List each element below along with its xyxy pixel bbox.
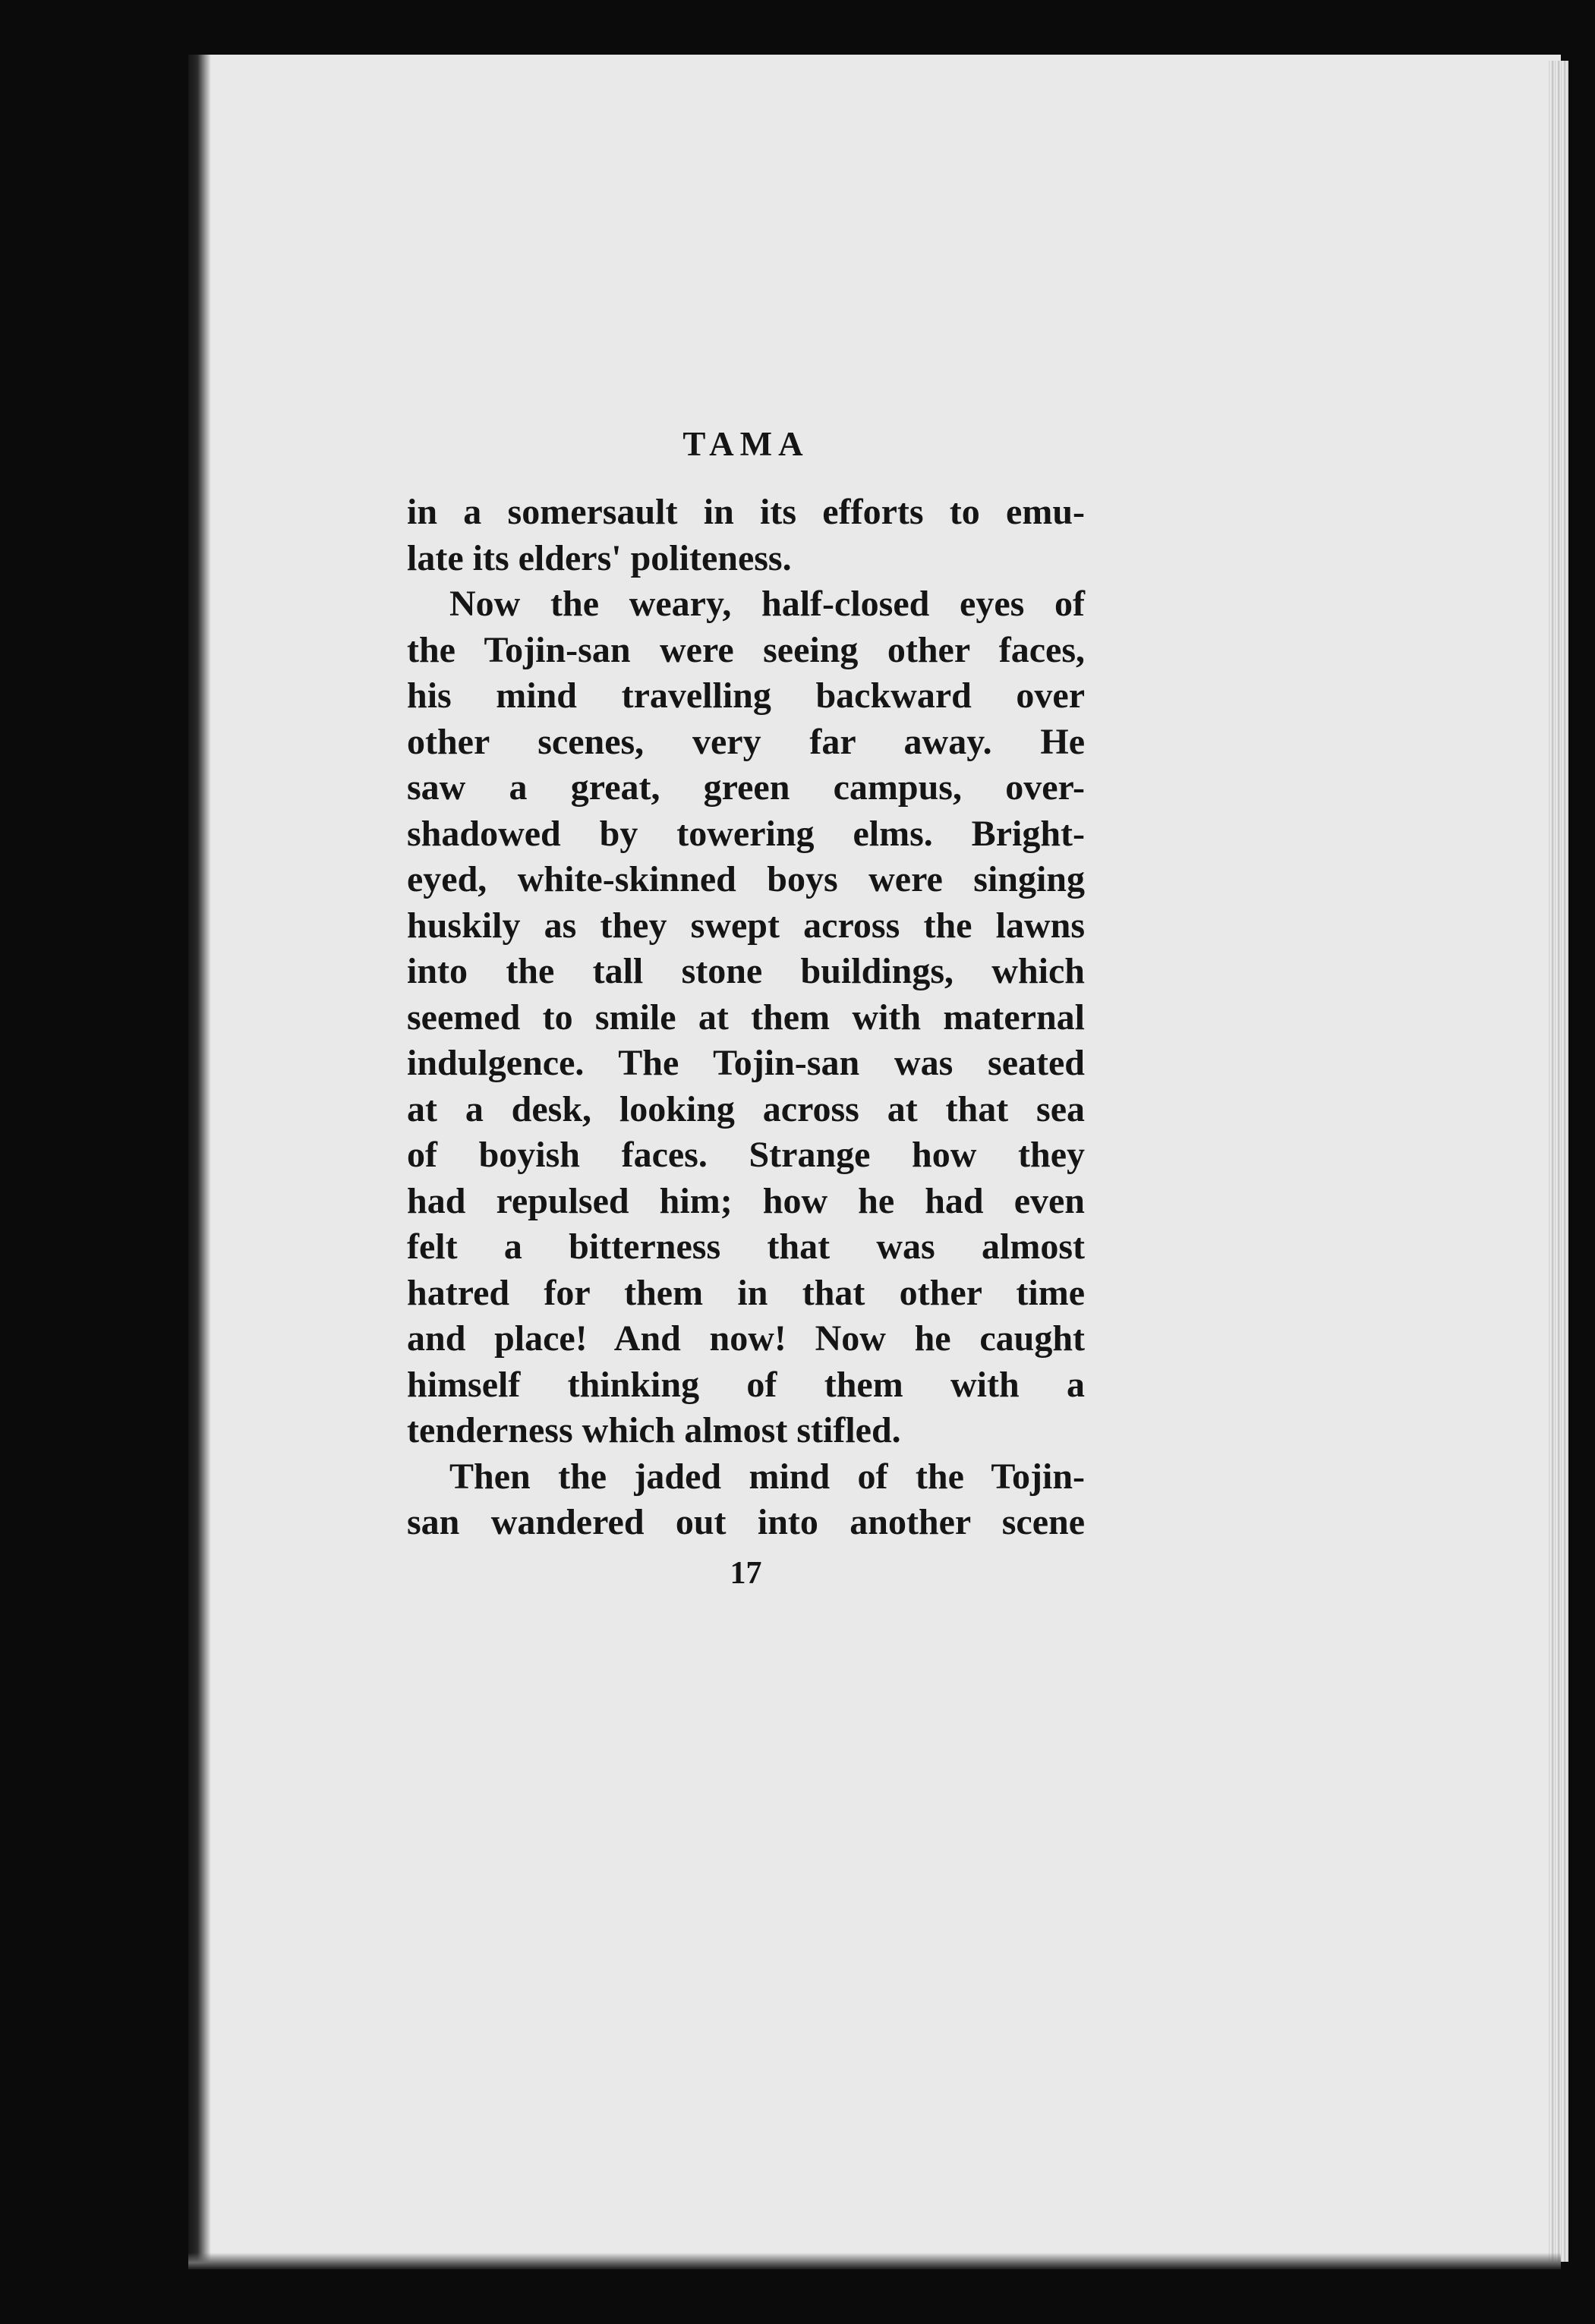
text-block bbox=[407, 421, 1085, 1596]
text-line: huskily as they swept across the lawns bbox=[407, 905, 1085, 946]
text-line: saw a great, green campus, over- bbox=[407, 767, 1085, 808]
text-line: late its elders' politeness. bbox=[407, 537, 792, 578]
text-line: indulgence. The Tojin-san was seated bbox=[407, 1043, 1085, 1083]
text-line: seemed to smile at them with maternal bbox=[407, 997, 1085, 1038]
text-line: eyed, white-skinned boys were singing bbox=[407, 859, 1085, 899]
text-line: other scenes, very far away. He bbox=[407, 721, 1085, 762]
text-line: and place! And now! Now he caught bbox=[407, 1318, 1085, 1359]
paragraph-3 bbox=[407, 1454, 1085, 1546]
text-line: into the tall stone buildings, which bbox=[407, 951, 1085, 991]
text-line: of boyish faces. Strange how they bbox=[407, 1135, 1085, 1175]
text-line: had repulsed him; how he had even bbox=[407, 1180, 1085, 1221]
text-line: felt a bitterness that was almost bbox=[407, 1227, 1085, 1267]
text-line: Now the weary, half-closed eyes of bbox=[449, 584, 1085, 624]
text-line: san wandered out into another scene bbox=[407, 1502, 1085, 1542]
text-line: hatred for them in that other time bbox=[407, 1272, 1085, 1313]
text-line: Then the jaded mind of the Tojin- bbox=[449, 1456, 1085, 1497]
paragraph-2 bbox=[407, 581, 1085, 1454]
text-line: the Tojin-san were seeing other faces, bbox=[407, 629, 1085, 670]
text-line: himself thinking of them with a bbox=[407, 1364, 1085, 1405]
text-line: in a somersault in its efforts to emu- bbox=[407, 492, 1085, 532]
paragraph-1 bbox=[407, 490, 1085, 581]
spine-shadow bbox=[188, 55, 211, 2269]
text-line: his mind travelling backward over bbox=[407, 675, 1085, 716]
text-line: shadowed by towering elms. Bright- bbox=[407, 813, 1085, 854]
running-head: TAMA bbox=[682, 425, 809, 463]
page-edge-right bbox=[1549, 61, 1568, 2262]
page-number: 17 bbox=[730, 1555, 762, 1591]
page-edge-bottom bbox=[188, 2253, 1561, 2269]
text-line: at a desk, looking across at that sea bbox=[407, 1088, 1085, 1129]
text-line: tenderness which almost stifled. bbox=[407, 1410, 901, 1450]
